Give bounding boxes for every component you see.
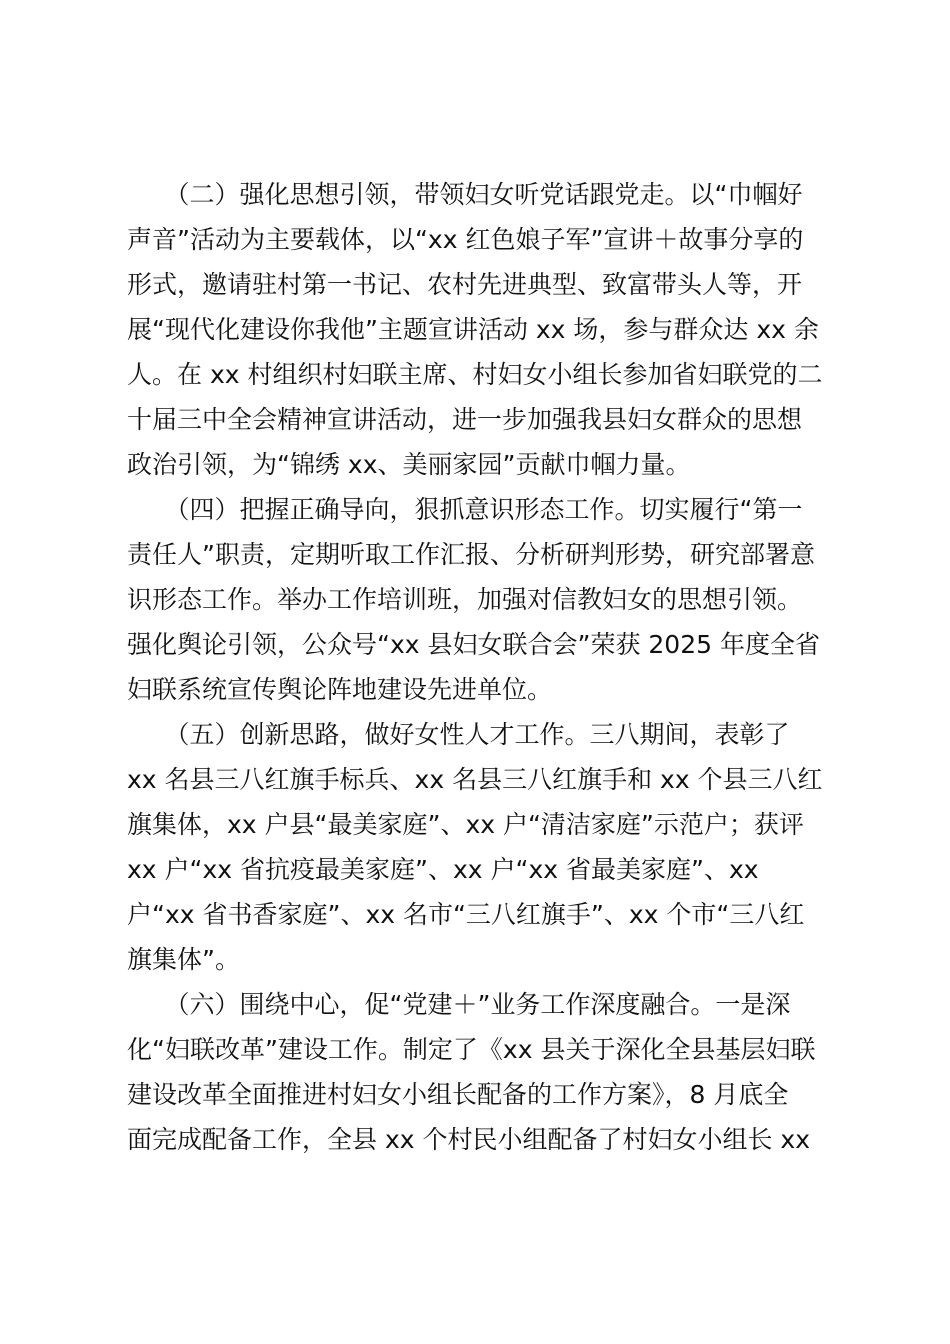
paragraph-line: 十届三中全会精神宣讲活动，进一步加强我县妇女群众的思想 (127, 405, 803, 434)
paragraph-line: 旗集体，xx 户县“最美家庭”、xx 户“清洁家庭”示范户；获评 (127, 810, 804, 839)
paragraph-line: xx 户“xx 省抗疫最美家庭”、xx 户“xx 省最美家庭”、xx (127, 855, 759, 884)
paragraph-line: 面完成配备工作，全县 xx 个村民小组配备了村妇女小组长 xx (127, 1125, 811, 1154)
paragraph-line: 责任人”职责，定期听取工作汇报、分析研判形势，研究部署意 (127, 540, 815, 569)
paragraph-line: 声音”活动为主要载体，以“xx 红色娘子军”宣讲＋故事分享的 (127, 225, 804, 254)
paragraph-line: 识形态工作。举办工作培训班，加强对信教妇女的思想引领。 (127, 585, 803, 614)
paragraph-line: （四）把握正确导向，狠抓意识形态工作。切实履行“第一 (164, 495, 803, 524)
paragraph-thought-guidance (127, 172, 832, 487)
paragraph-line: （六）围绕中心，促“党建＋”业务工作深度融合。一是深 (164, 990, 791, 1019)
paragraph-ideology-work (127, 487, 832, 712)
paragraph-line: 建设改革全面推进村妇女小组长配备的工作方案》，8 月底全 (127, 1080, 789, 1109)
paragraph-line: 旗集体”。 (127, 945, 240, 974)
paragraph-line: （二）强化思想引领，带领妇女听党话跟党走。以“巾帼好 (164, 180, 803, 209)
paragraph-line: 强化舆论引领，公众号“xx 县妇女联合会”荣获 2025 年度全省 (127, 630, 820, 659)
paragraph-line: 人。在 xx 村组织村妇联主席、村妇女小组长参加省妇联党的二 (127, 360, 823, 389)
paragraph-line: 化“妇联改革”建设工作。制定了《xx 县关于深化全县基层妇联 (127, 1035, 816, 1064)
paragraph-party-building (127, 982, 832, 1162)
paragraph-line: （五）创新思路，做好女性人才工作。三八期间，表彰了 (164, 720, 790, 749)
paragraph-women-talent (127, 712, 832, 982)
paragraph-line: xx 名县三八红旗手标兵、xx 名县三八红旗手和 xx 个县三八红 (127, 765, 823, 794)
paragraph-line: 形式，邀请驻村第一书记、农村先进典型、致富带头人等，开 (127, 270, 803, 299)
paragraph-line: 展“现代化建设你我他”主题宣讲活动 xx 场，参与群众达 xx 余 (127, 315, 819, 344)
paragraph-line: 政治引领，为“锦绣 xx、美丽家园”贡献巾帼力量。 (127, 450, 691, 479)
document-body (127, 172, 832, 1162)
paragraph-line: 户“xx 省书香家庭”、xx 名市“三八红旗手”、xx 个市“三八红 (127, 900, 805, 929)
paragraph-line: 妇联系统宣传舆论阵地建设先进单位。 (127, 675, 553, 704)
